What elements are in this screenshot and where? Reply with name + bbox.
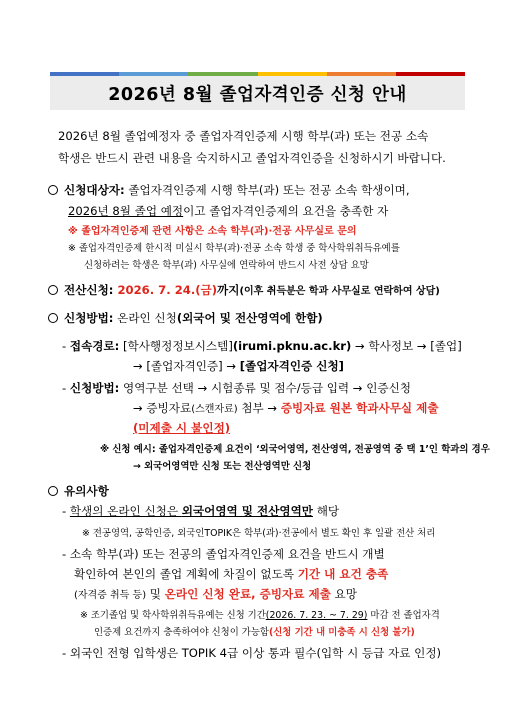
circle-bullet-icon [48,285,58,295]
target-condition: 이고 졸업자격인증제의 요건을 충족한 자 [183,204,389,218]
notes-item-1-b: 외국어영역 및 전산영역만 [181,504,314,518]
notes-item-2-note-1c: 마감 전 졸업자격 [367,610,440,621]
target-label: 신청대상자: [64,183,125,197]
notes-heading [48,484,109,499]
method-label: 신청방법: [64,311,114,325]
page-title: 2026년 8월 졸업자격인증 신청 안내 [108,84,407,105]
intro-line-1: 2026년 8월 졸업예정자 중 졸업자격인증제 시행 학부(과) 또는 전공 소속 [58,129,429,143]
notes-item-2-text-2b: 기간 내 요건 충족 [297,567,389,581]
circle-bullet-icon [48,486,58,496]
notes-item-2-text-3c: 온라인 신청 완료, 증빙자료 제출 [164,587,331,601]
method-line [48,311,323,326]
path-line-1: - 접속경로: [학사행정정보시스템](irumi.pknu.ac.kr) → 학사정보 → [졸업] [62,339,462,353]
target-note-1: ※ 졸업자격인증제 관련 사항은 소속 학부(과)·전공 사무실로 문의 [68,226,357,237]
how-text-1: 영역구분 선택 → 시험종류 및 점수/등급 입력 → 인증신청 [119,381,412,395]
circle-bullet-icon [48,313,58,323]
method-text-a: 온라인 신청 [113,311,177,325]
period-paren: (이후 취득분은 학과 사무실로 연락하여 상담) [239,286,440,297]
period-line [48,283,440,299]
example-line-2: → 외국어영역만 신청 또는 전산영역만 신청 [133,461,312,472]
notes-item-2-line-1: - 소속 학부(과) 또는 전공의 졸업자격인증제 요건을 반드시 개별 [62,547,385,561]
notes-label: 유의사항 [64,484,109,498]
notes-item-2-note-1b: (2026. 7. 23. ~ 7. 29) [265,610,368,621]
notes-item-3: - 외국인 전형 입학생은 TOPIK 4급 이상 통과 필수(입학 시 등급 자료 인정) [62,646,442,660]
period-suffix: 까지 [217,283,240,297]
period-date: 2026. 7. 24.(금) [113,283,218,297]
target-text: 졸업자격인증제 시행 학부(과) 또는 전공 소속 학생이며, [124,183,410,197]
how-text-2b: (스캔자료) [191,404,238,415]
notes-item-2-text-3d: 요망 [330,587,357,601]
path-line-2-a: → [졸업자격인증] → [133,359,240,373]
notes-item-1-a: 학생의 온라인 신청은 [69,504,182,518]
notes-item-2-line-2 [74,567,388,582]
how-text-2d: 증빙자료 원본 학과사무실 제출 [280,401,439,415]
example-line-1: ※ 신청 예시: 졸업자격인증제 요건이 ‘외국어영역, 전산영역, 전공영역 중 택 1’인 학과의 경우 [100,444,490,455]
notes-item-2-note-2a: 인증제 요건까지 충족하여야 신청이 가능함 [94,627,269,638]
target-note-2-line-1: ※ 졸업자격인증제 한시적 미실시 학부(과)·전공 소속 학생 중 학사학위취득유예를 [68,243,400,254]
notes-item-2-text-3a: (자격증 취득 등) [74,590,147,601]
how-text-2a: → 증빙자료 [133,401,192,415]
circle-bullet-icon [48,185,58,195]
path-system: [학사행정정보시스템] [119,339,233,353]
title-banner [50,72,465,112]
path-label: 접속경로: [69,339,120,353]
path-url: (irumi.pknu.ac.kr) [232,339,352,353]
how-label: 신청방법: [69,381,120,395]
notes-item-1: - 학생의 온라인 신청은 외국어영역 및 전산영역만 해당 [62,504,340,518]
period-label: 전산신청: [64,283,114,297]
how-line-2 [133,401,439,417]
path-line-2-b: [졸업자격인증 신청] [239,359,344,373]
notes-item-2-text-2: 확인하여 본인의 졸업 계획에 차질이 없도록 [74,567,298,581]
path-line-2 [133,359,344,374]
how-line-3: (미제출 시 불인정) [133,421,231,435]
title-box [50,76,465,110]
notes-item-1-c: 해당 [313,504,340,518]
notes-item-2-note-line-1 [80,608,440,623]
target-line-1 [48,183,410,198]
method-text-b: (외국어 및 전산영역에 한함) [176,311,323,325]
notes-item-2-line-3 [74,587,357,603]
notes-item-2-note-line-2 [94,625,415,640]
how-text-2c: 첨부 → [237,401,281,415]
intro-line-2: 학생은 반드시 관련 내용을 숙지하시고 졸업자격인증을 신청하시기 바랍니다. [58,151,446,165]
notes-item-2-text-3b: 및 [146,587,165,601]
notes-item-3-text: 외국인 전형 입학생은 TOPIK 4급 이상 통과 필수(입학 시 등급 자료 인정) [69,646,442,660]
target-note-2-line-2: 신청하려는 학생은 학부(과) 사무실에 연락하여 반드시 사전 상담 요망 [84,260,369,271]
target-grad-date: 2026년 8월 졸업 예정 [68,204,184,218]
notes-item-2-note-1a: ※ 조기졸업 및 학사학위취득유예는 신청 기간 [80,610,266,621]
path-rest: → 학사정보 → [졸업] [351,339,462,353]
notes-item-2-text-1: 소속 학부(과) 또는 전공의 졸업자격인증제 요건을 반드시 개별 [69,547,385,561]
notes-item-1-note: ※ 전공영역, 공학인증, 외국인TOPIK은 학부(과)·전공에서 별도 확인 후 일괄 전산 처리 [82,528,436,539]
notes-item-2-note-2b: (신청 기간 내 미충족 시 신청 불가) [268,627,415,638]
how-line-1: - 신청방법: 영역구분 선택 → 시험종류 및 점수/등급 입력 → 인증신청 [62,381,412,395]
target-line-2 [68,204,388,219]
